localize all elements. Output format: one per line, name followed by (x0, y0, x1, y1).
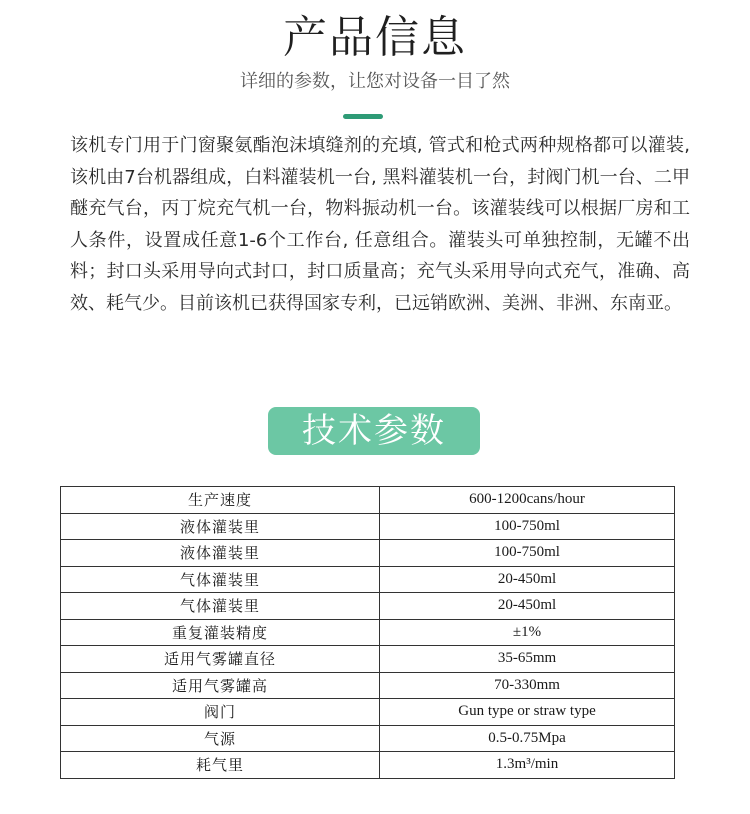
table-row (61, 540, 675, 567)
table-row (61, 513, 675, 540)
spec-value: 0.5-0.75Mpa (380, 725, 675, 752)
table-row (61, 619, 675, 646)
page-subtitle: 详细的参数，让您对设备一目了然 (240, 71, 510, 92)
page-title: 产品信息 (283, 12, 467, 63)
spec-value: 70-330mm (380, 672, 675, 699)
spec-value: 100-750ml (380, 513, 675, 540)
spec-label: 气源 (61, 725, 380, 752)
spec-label: 适用气雾罐直径 (61, 646, 380, 673)
table-row (61, 646, 675, 673)
table-row (61, 566, 675, 593)
table-row (61, 725, 675, 752)
spec-label: 适用气雾罐高 (61, 672, 380, 699)
spec-value: 20-450ml (380, 566, 675, 593)
spec-label: 生产速度 (61, 487, 380, 514)
product-description: 该机专门用于门窗聚氨酯泡沫填缝剂的充填, 管式和枪式两种规格都可以灌装, 该机由7台机器组成，白料灌装机一台, 黑料灌装机一台，封阀门机一台、二甲醚充气台，丙丁烷充气机一台，物料振动机一台。该灌装线可以根据厂房和工人条件，设置成任意1-6个工作台, 任意组合。灌装头可单独控制，无罐不出料；封口头采用导向式封口，封口质量高；充气头采用导向式充气，准确、高效、耗气少。目前该机已获得国家专利，已远销欧洲、美洲、非洲、东南亚。 (70, 135, 690, 314)
spec-value: ±1% (380, 619, 675, 646)
table-row (61, 699, 675, 726)
spec-label: 液体灌装里 (61, 540, 380, 567)
spec-label: 阀门 (61, 699, 380, 726)
table-row (61, 752, 675, 779)
spec-label: 耗气里 (61, 752, 380, 779)
spec-value: 600-1200cans/hour (380, 487, 675, 514)
table-row (61, 593, 675, 620)
spec-value: 100-750ml (380, 540, 675, 567)
spec-label: 气体灌装里 (61, 593, 380, 620)
spec-table (60, 486, 675, 779)
spec-label: 气体灌装里 (61, 566, 380, 593)
spec-value: 35-65mm (380, 646, 675, 673)
spec-value: 20-450ml (380, 593, 675, 620)
table-row (61, 487, 675, 514)
spec-value: Gun type or straw type (380, 699, 675, 726)
spec-value: 1.3m³/min (380, 752, 675, 779)
title-accent-bar (343, 114, 383, 119)
spec-label: 液体灌装里 (61, 513, 380, 540)
spec-label: 重复灌装精度 (61, 619, 380, 646)
spec-heading-badge: 技术参数 (268, 407, 480, 455)
table-row (61, 672, 675, 699)
